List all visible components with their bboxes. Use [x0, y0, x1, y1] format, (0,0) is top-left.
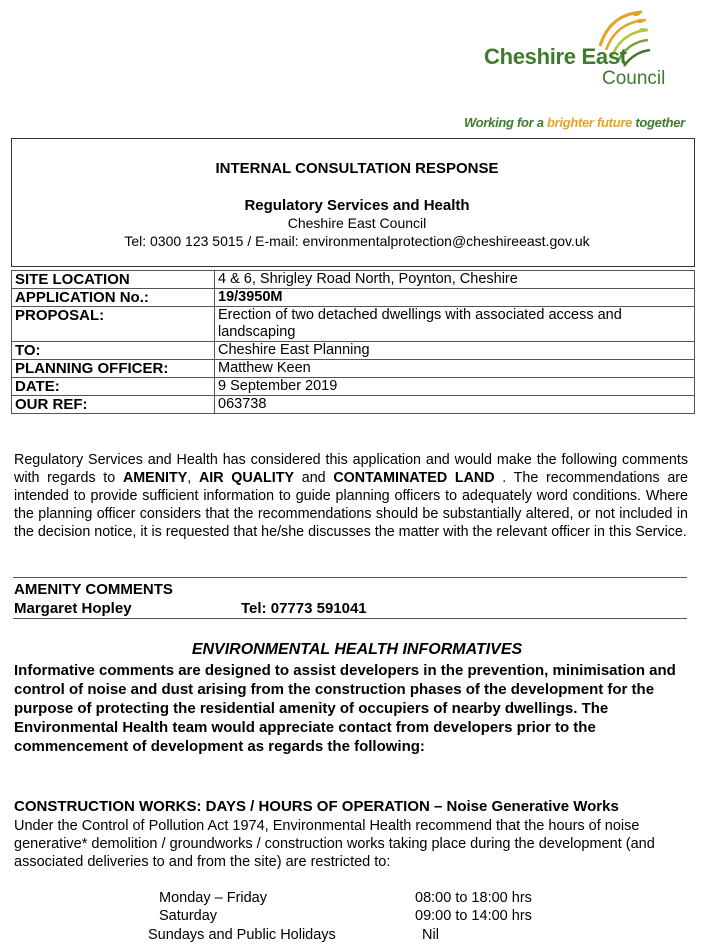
schedule-hours: Nil [422, 927, 439, 943]
detail-label: TO: [12, 342, 215, 360]
organisation-name: Cheshire East Council [287, 215, 427, 231]
table-row [12, 396, 695, 414]
detail-value: Matthew Keen [215, 360, 695, 378]
logo-council: Council [602, 68, 666, 89]
intro-paragraph: Regulatory Services and Health has considered this application and would make the following comments with regards to AMENITY, AIR QUALITY and CONTAMINATED LAND . The recommendations are intended to provide sufficient information to guide planning officers to adequately word conditions. Where the planning officer considers that the recommendations should be substantially altered, or not included in the decision notice, it is requested that he/she discusses the matter with the relevant officer in this Service. [14, 452, 689, 540]
table-row [12, 307, 695, 342]
divider [13, 577, 687, 578]
detail-value: Erection of two detached dwellings with associated access and landscaping [215, 307, 695, 342]
detail-value: 9 September 2019 [215, 378, 695, 396]
construction-heading: CONSTRUCTION WORKS: DAYS / HOURS OF OPERATION – Noise Generative Works [14, 798, 619, 815]
document-title: INTERNAL CONSULTATION RESPONSE [215, 160, 499, 177]
detail-label: PROPOSAL: [12, 307, 215, 342]
department-name: Regulatory Services and Health [244, 197, 470, 214]
divider [13, 618, 687, 619]
informatives-text: Informative comments are designed to assist developers in the prevention, minimisation and control of noise and dust arising from the construction phases of the development for the purpose of protecting the residential amenity of occupiers of nearby dwellings. The Environmental Health team would appreciate contact from developers prior to the commencement of development as regards the following: [14, 662, 676, 755]
schedule-hours: 09:00 to 14:00 hrs [415, 908, 532, 924]
schedule-day: Monday – Friday [159, 890, 267, 906]
schedule-hours: 08:00 to 18:00 hrs [415, 890, 532, 906]
detail-value: Cheshire East Planning [215, 342, 695, 360]
application-details-table [11, 270, 695, 414]
table-row [12, 342, 695, 360]
amenity-telephone: Tel: 07773 591041 [241, 600, 367, 617]
schedule-day: Sundays and Public Holidays [148, 927, 336, 943]
amenity-keyword: AMENITY [122, 470, 188, 486]
table-row [12, 360, 695, 378]
table-row [12, 378, 695, 396]
detail-label: OUR REF: [12, 396, 215, 414]
schedule-day: Saturday [159, 908, 218, 924]
detail-label: DATE: [12, 378, 215, 396]
detail-value: 4 & 6, Shrigley Road North, Poynton, Cheshire [215, 271, 695, 289]
construction-text: Under the Control of Pollution Act 1974, Environmental Health recommend that the hours of noise generative* demolition / groundworks / construction works taking place during the development (and associated deliveries to and from the site) are restricted to: [14, 818, 655, 870]
table-row [12, 289, 695, 307]
table-row [12, 271, 695, 289]
amenity-heading: AMENITY COMMENTS [14, 581, 173, 598]
informatives-title: ENVIRONMENTAL HEALTH INFORMATIVES [191, 641, 523, 658]
air-quality-keyword: AIR QUALITY [198, 470, 295, 486]
contact-line: Tel: 0300 123 5015 / E-mail: environmentalprotection@cheshireeast.gov.uk [124, 233, 590, 249]
contaminated-land-keyword: CONTAMINATED LAND [333, 470, 495, 486]
detail-value: 19/3950M [215, 289, 695, 307]
detail-label: APPLICATION No.: [12, 289, 215, 307]
logo-name: Cheshire East [484, 44, 627, 69]
detail-value: 063738 [215, 396, 695, 414]
detail-label: PLANNING OFFICER: [12, 360, 215, 378]
tagline: Working for a brighter future together [464, 115, 685, 130]
detail-label: SITE LOCATION [12, 271, 215, 289]
amenity-officer: Margaret Hopley [14, 600, 132, 617]
